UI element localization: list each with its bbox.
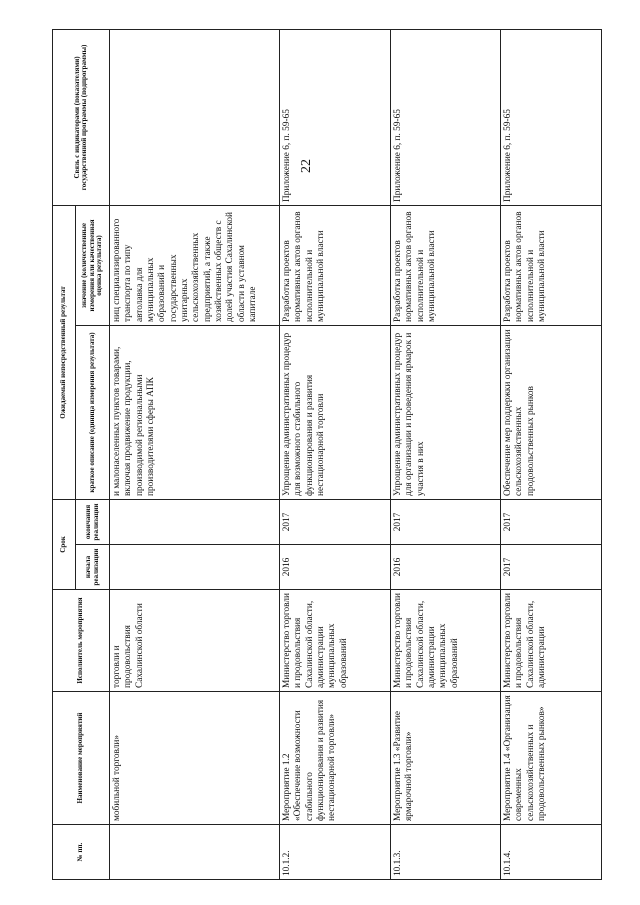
header-value: значение (количественные измерения или качественная оценка результата)	[76, 205, 110, 325]
header-executor: Исполнитель мероприятия	[53, 590, 110, 692]
cell-end: 2017	[280, 499, 391, 544]
cell-start: 2016	[391, 545, 501, 590]
cell-num: 10.1.4.	[501, 825, 602, 880]
cell-end: 2017	[391, 499, 501, 544]
header-end: окончания реализации	[76, 499, 110, 544]
cell-name: мобильной торговли»	[110, 692, 280, 825]
table-row	[110, 29, 280, 879]
cell-value: ниц специализированного транспорта по типу автолавка для муниципальных образований и государственных унитарных сельскохозяйственных предприятий, а также хозяйственных обществ с долей участия Сахалинской области в уставном капитале	[110, 205, 280, 325]
cell-num: 10.1.2.	[280, 825, 391, 880]
cell-start: 2016	[280, 545, 391, 590]
header-brief: краткое описание (единица измерения результата)	[76, 325, 110, 499]
header-expected: Ожидаемый непосредственный результат	[53, 205, 76, 499]
cell-value: Разработка проектов нормативных актов органов исполнительной и муниципальной власти	[391, 205, 501, 325]
header-start: начала реализации	[76, 545, 110, 590]
cell-num: 10.1.3.	[391, 825, 501, 880]
header-term: Срок	[53, 499, 76, 589]
cell-link	[110, 29, 280, 205]
header-name: Наименование мероприятий	[53, 692, 110, 825]
cell-link: Приложение 6, п. 59-65	[501, 29, 602, 205]
cell-link: Приложение 6, п. 59-65	[280, 29, 391, 205]
cell-value: Разработка проектов нормативных актов органов исполнительной и муниципальной власти	[280, 205, 391, 325]
table-row	[280, 29, 391, 879]
cell-executor: Министерство торговли и продовольствия Сахалинской области, администрации	[501, 590, 602, 692]
header-link: Связь с индикаторами (показателями) государственной программы (подпрограммы)	[53, 29, 110, 205]
rotated-table-container	[52, 30, 602, 880]
cell-executor: Министерство торговли и продовольствия Сахалинской области, администрации муниципальных образований	[280, 590, 391, 692]
cell-end: 2017	[501, 499, 602, 544]
cell-link: Приложение 6, п. 59-65	[391, 29, 501, 205]
cell-executor: Министерство торговли и продовольствия Сахалинской области, администрации муниципальных образований	[391, 590, 501, 692]
cell-brief: Обеспечение мер поддержки организации сельскохозяйственных продовольственных рынков	[501, 325, 602, 499]
table-row	[501, 29, 602, 879]
cell-brief: и малонаселенных пунктов товарами, включая продвижение продукции, производимой региональными производителями сферы АПК	[110, 325, 280, 499]
table-row	[391, 29, 501, 879]
cell-num	[110, 825, 280, 880]
cell-executor: торговли и продовольствия Сахалинской области	[110, 590, 280, 692]
cell-value: Разработка проектов нормативных актов органов исполнительной и муниципальной власти	[501, 205, 602, 325]
cell-start: 2017	[501, 545, 602, 590]
cell-brief: Упрощение административных процедур для возможного стабильного функционирования и развития нестационарной торговли	[280, 325, 391, 499]
cell-name: Мероприятие 1.3 «Развитие ярмарочной торговли»	[391, 692, 501, 825]
page-number: 22	[299, 159, 314, 173]
cell-name: Мероприятие 1.2 «Обеспечение возможности стабильного функционирования и развития нестационарной торговли»	[280, 692, 391, 825]
header-num: № пп.	[53, 825, 110, 880]
cell-start	[110, 545, 280, 590]
cell-brief: Упрощение административных процедур для организации и проведения ярмарок и участия в них	[391, 325, 501, 499]
cell-name: Мероприятие 1.4 «Организация современных сельскохозяйственных и продовольственных рынков»	[501, 692, 602, 825]
cell-end	[110, 499, 280, 544]
events-table	[52, 29, 602, 880]
